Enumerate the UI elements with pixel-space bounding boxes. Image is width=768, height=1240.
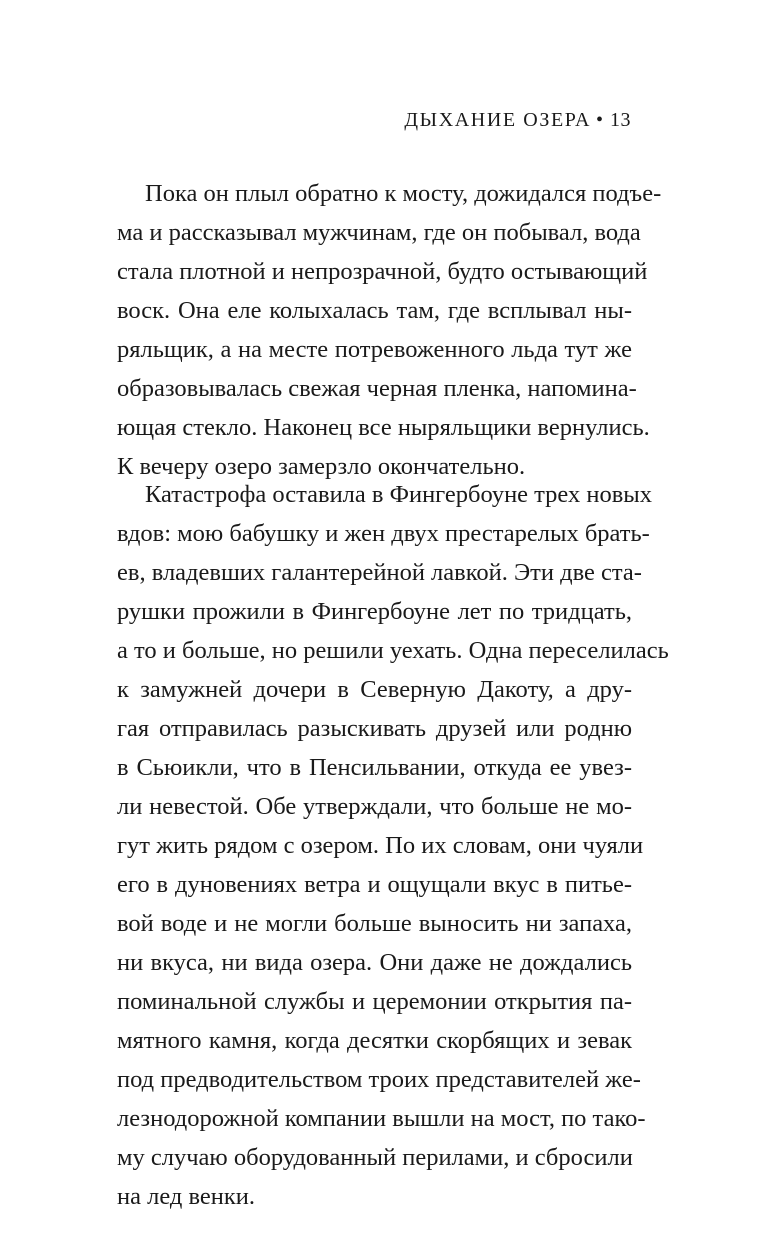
paragraph-1 bbox=[117, 174, 662, 486]
text-line: а то и больше, но решили уехать. Одна переселилась bbox=[117, 637, 669, 664]
page-number: 13 bbox=[610, 109, 631, 131]
text-line: на лед венки. bbox=[117, 1183, 256, 1210]
text-line: мятного камня, когда десятки скорбящих и зевак bbox=[117, 1027, 632, 1054]
book-title: ДЫХАНИЕ ОЗЕРА bbox=[404, 109, 591, 131]
bullet-separator: • bbox=[595, 109, 603, 131]
text-line: Катастрофа оставила в Фингербоуне трех новых bbox=[145, 481, 652, 508]
text-line: Пока он плыл обратно к мосту, дожидался подъе- bbox=[145, 180, 662, 207]
text-line: гут жить рядом с озером. По их словам, они чуяли bbox=[117, 832, 644, 859]
text-line: К вечеру озеро замерзло окончательно. bbox=[117, 453, 526, 480]
text-line: ев, владевших галантерейной лавкой. Эти две ста- bbox=[117, 559, 642, 586]
text-line: в Сьюикли, что в Пенсильвании, откуда ее увез- bbox=[117, 754, 632, 781]
text-line: под предводительством троих представителей же- bbox=[117, 1066, 641, 1093]
text-line: ряльщик, а на месте потревоженного льда тут же bbox=[117, 336, 632, 363]
text-line: ющая стекло. Наконец все ныряльщики вернулись. bbox=[117, 414, 650, 441]
text-line: вой воде и не могли больше выносить ни запаха, bbox=[117, 910, 632, 937]
text-line: му случаю оборудованный перилами, и сбросили bbox=[117, 1144, 633, 1171]
text-line: лезнодорожной компании вышли на мост, по тако- bbox=[117, 1105, 646, 1132]
running-head bbox=[404, 106, 631, 134]
text-line: ли невестой. Обе утверждали, что больше не мо- bbox=[117, 793, 632, 820]
text-line: гая отправилась разыскивать друзей или родню bbox=[117, 715, 632, 742]
text-line: стала плотной и непрозрачной, будто остывающий bbox=[117, 258, 648, 285]
text-line: ма и рассказывал мужчинам, где он побывал, вода bbox=[117, 219, 641, 246]
text-line: образовывалась свежая черная пленка, напомина- bbox=[117, 375, 637, 402]
text-line: воск. Она еле колыхалась там, где всплывал ны- bbox=[117, 297, 632, 324]
text-line: ни вкуса, ни вида озера. Они даже не дождались bbox=[117, 949, 632, 976]
text-line: его в дуновениях ветра и ощущали вкус в питье- bbox=[117, 871, 632, 898]
text-line: поминальной службы и церемонии открытия па- bbox=[117, 988, 632, 1015]
paragraph-2 bbox=[117, 475, 669, 1216]
text-line: вдов: мою бабушку и жен двух престарелых брать- bbox=[117, 520, 650, 547]
text-line: рушки прожили в Фингербоуне лет по тридцать, bbox=[117, 598, 632, 625]
text-line: к замужней дочери в Северную Дакоту, а дру- bbox=[117, 676, 632, 703]
